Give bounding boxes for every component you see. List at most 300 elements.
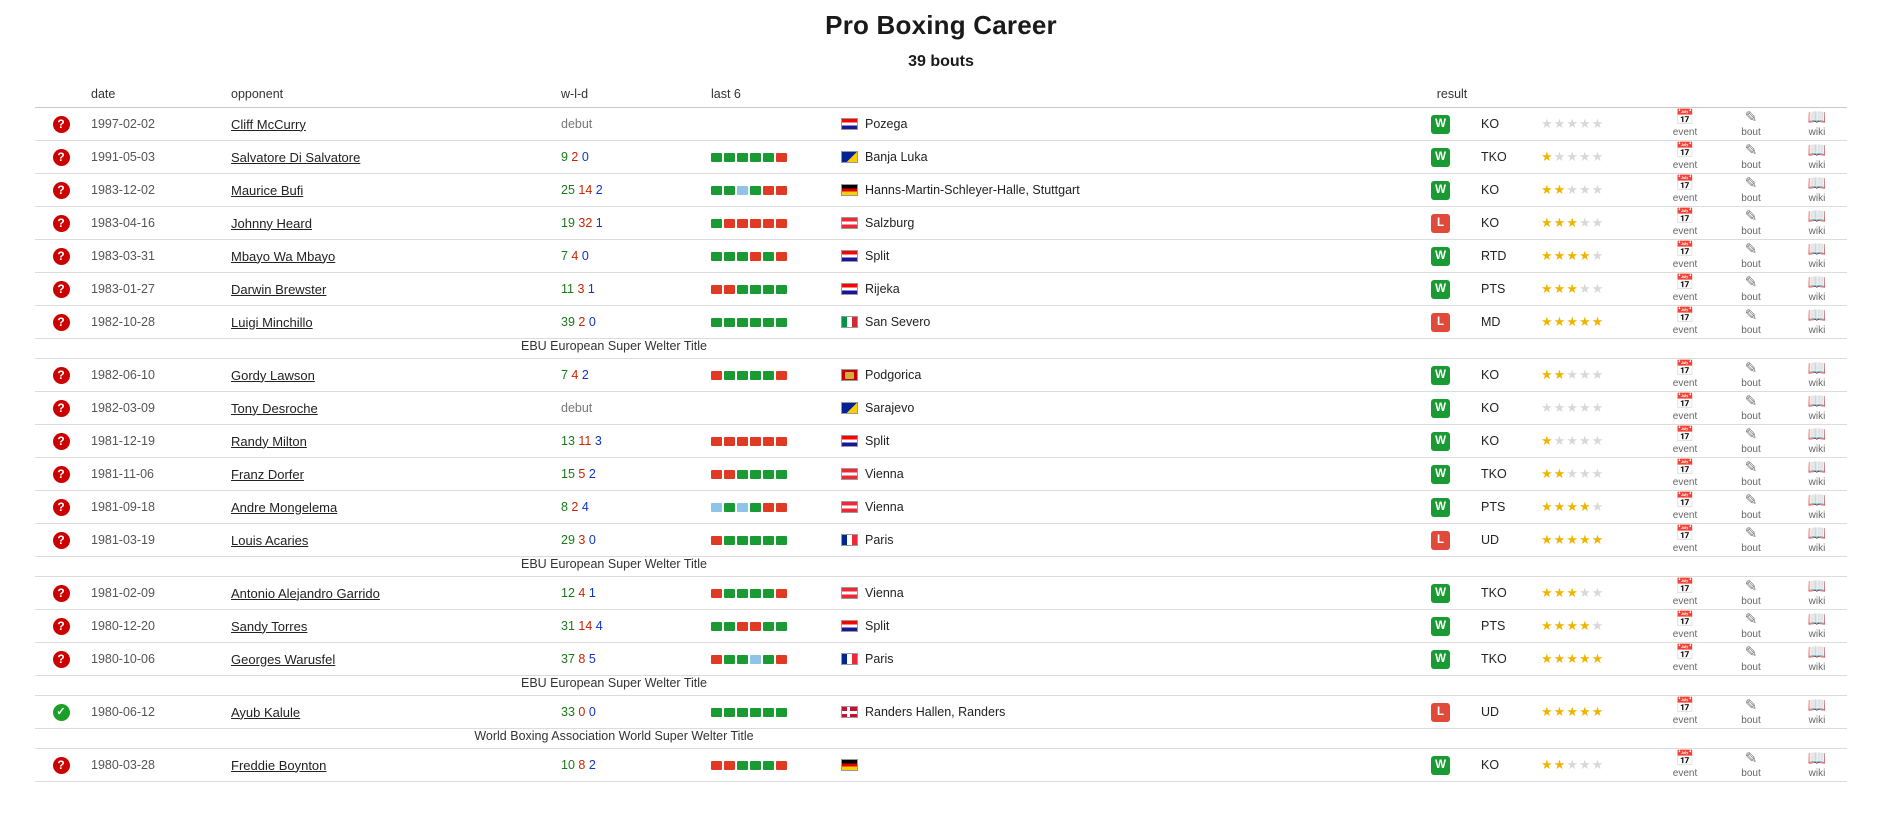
star-icon[interactable]: ★ bbox=[1553, 757, 1567, 772]
venue-label: Randers Hallen, Randers bbox=[865, 705, 1006, 719]
star-icon[interactable]: ★ bbox=[1541, 585, 1554, 600]
unknown-status-icon[interactable]: ? bbox=[53, 149, 70, 166]
bout-pencil-icon: ✎ bbox=[1744, 578, 1758, 595]
event-link[interactable] bbox=[1663, 526, 1707, 554]
event-calendar-icon: 📅 bbox=[1675, 175, 1695, 192]
col-status bbox=[35, 85, 87, 108]
status-cell bbox=[35, 610, 87, 643]
star-icon[interactable]: ★ bbox=[1553, 215, 1567, 230]
record-d: 5 bbox=[585, 652, 596, 666]
star-icon[interactable]: ★ bbox=[1578, 651, 1592, 666]
unknown-status-icon[interactable]: ? bbox=[53, 585, 70, 602]
status-cell bbox=[35, 359, 87, 392]
last6-segment-L bbox=[724, 470, 735, 479]
last6-segment-D bbox=[711, 503, 722, 512]
star-icon[interactable]: ★ bbox=[1591, 618, 1605, 633]
wiki-link[interactable] bbox=[1795, 526, 1839, 554]
star-icon[interactable]: ★ bbox=[1591, 149, 1605, 164]
col-opponent: opponent bbox=[227, 85, 557, 108]
star-icon[interactable]: ★ bbox=[1566, 248, 1579, 263]
bout-link[interactable] bbox=[1729, 612, 1773, 640]
event-link-label: event bbox=[1672, 127, 1698, 138]
wiki-link[interactable] bbox=[1795, 143, 1839, 171]
star-icon[interactable]: ★ bbox=[1541, 532, 1554, 547]
status-badge: L bbox=[1431, 214, 1450, 233]
star-icon[interactable]: ★ bbox=[1541, 248, 1554, 263]
star-icon[interactable]: ★ bbox=[1578, 585, 1592, 600]
rating-stars[interactable] bbox=[1541, 281, 1604, 296]
event-link-label: event bbox=[1672, 444, 1698, 455]
star-icon[interactable]: ★ bbox=[1553, 585, 1567, 600]
record-cell bbox=[557, 524, 707, 557]
bout-link[interactable] bbox=[1729, 526, 1773, 554]
opponent-link[interactable]: Mbayo Wa Mbayo bbox=[231, 248, 336, 264]
star-icon[interactable]: ★ bbox=[1541, 499, 1554, 514]
bout-pencil-icon: ✎ bbox=[1744, 274, 1758, 291]
bout-link[interactable] bbox=[1729, 143, 1773, 171]
star-icon[interactable]: ★ bbox=[1553, 281, 1567, 296]
wiki-link[interactable] bbox=[1795, 242, 1839, 270]
star-icon[interactable]: ★ bbox=[1578, 367, 1592, 382]
star-icon[interactable]: ★ bbox=[1541, 215, 1554, 230]
opponent-link[interactable]: Louis Acaries bbox=[231, 532, 309, 548]
star-icon[interactable]: ★ bbox=[1591, 182, 1605, 197]
wiki-link[interactable] bbox=[1795, 209, 1839, 237]
star-icon[interactable]: ★ bbox=[1591, 466, 1605, 481]
title-fight-row bbox=[35, 676, 1847, 696]
event-link[interactable] bbox=[1663, 751, 1707, 779]
star-icon[interactable]: ★ bbox=[1541, 314, 1554, 329]
table-row[interactable] bbox=[35, 577, 1847, 610]
star-icon[interactable]: ★ bbox=[1566, 433, 1579, 448]
event-link[interactable] bbox=[1663, 698, 1707, 726]
rating-stars[interactable] bbox=[1541, 466, 1604, 481]
bout-link[interactable] bbox=[1729, 427, 1773, 455]
record-w: 7 bbox=[561, 249, 568, 263]
star-icon[interactable]: ★ bbox=[1553, 367, 1567, 382]
status-badge: W bbox=[1431, 366, 1450, 385]
star-icon[interactable]: ★ bbox=[1566, 281, 1579, 296]
opponent-link[interactable]: Salvatore Di Salvatore bbox=[231, 149, 361, 165]
rating-stars[interactable] bbox=[1541, 499, 1604, 514]
unknown-status-icon[interactable]: ? bbox=[53, 757, 70, 774]
event-calendar-icon: 📅 bbox=[1675, 307, 1695, 324]
event-link[interactable] bbox=[1663, 493, 1707, 521]
star-icon[interactable]: ★ bbox=[1591, 532, 1605, 547]
star-icon[interactable]: ★ bbox=[1541, 281, 1554, 296]
star-icon[interactable]: ★ bbox=[1566, 400, 1579, 415]
star-icon[interactable]: ★ bbox=[1566, 314, 1579, 329]
method-label: UD bbox=[1481, 533, 1500, 547]
star-icon[interactable]: ★ bbox=[1566, 215, 1579, 230]
unknown-status-icon[interactable]: ? bbox=[53, 281, 70, 298]
opponent-link[interactable]: Andre Mongelema bbox=[231, 499, 338, 515]
bout-link[interactable] bbox=[1729, 645, 1773, 673]
bout-link[interactable] bbox=[1729, 242, 1773, 270]
star-icon[interactable]: ★ bbox=[1578, 149, 1592, 164]
rating-stars[interactable] bbox=[1541, 704, 1604, 719]
star-icon[interactable]: ★ bbox=[1591, 248, 1605, 263]
star-icon[interactable]: ★ bbox=[1553, 499, 1567, 514]
rating-stars[interactable] bbox=[1541, 532, 1604, 547]
bout-link[interactable] bbox=[1729, 176, 1773, 204]
star-icon[interactable]: ★ bbox=[1553, 116, 1567, 131]
wiki-link[interactable] bbox=[1795, 176, 1839, 204]
rating-stars[interactable] bbox=[1541, 433, 1604, 448]
wiki-link[interactable] bbox=[1795, 110, 1839, 138]
event-link[interactable] bbox=[1663, 460, 1707, 488]
bout-date: 1982-03-09 bbox=[87, 392, 227, 425]
last6-segment-W bbox=[763, 153, 774, 162]
table-row[interactable] bbox=[35, 141, 1847, 174]
bout-pencil-icon: ✎ bbox=[1744, 459, 1758, 476]
star-icon[interactable]: ★ bbox=[1553, 314, 1567, 329]
unknown-status-icon[interactable]: ? bbox=[53, 499, 70, 516]
table-row[interactable] bbox=[35, 392, 1847, 425]
last6-segment-W bbox=[776, 318, 787, 327]
wiki-link-label: wiki bbox=[1808, 378, 1826, 389]
last6-segment-D bbox=[737, 503, 748, 512]
record-d: 0 bbox=[585, 533, 596, 547]
table-row[interactable] bbox=[35, 306, 1847, 339]
star-icon[interactable]: ★ bbox=[1578, 433, 1592, 448]
star-icon[interactable]: ★ bbox=[1541, 651, 1554, 666]
rating-stars[interactable] bbox=[1541, 618, 1604, 633]
flag-icon-it bbox=[841, 316, 858, 328]
star-icon[interactable]: ★ bbox=[1591, 499, 1605, 514]
verified-icon[interactable]: ✓ bbox=[53, 704, 70, 721]
bout-link[interactable] bbox=[1729, 698, 1773, 726]
unknown-status-icon[interactable]: ? bbox=[53, 215, 70, 232]
last6-segment-W bbox=[737, 470, 748, 479]
star-icon[interactable]: ★ bbox=[1578, 182, 1592, 197]
unknown-status-icon[interactable]: ? bbox=[53, 182, 70, 199]
opponent-cell bbox=[227, 306, 557, 339]
unknown-status-icon[interactable]: ? bbox=[53, 367, 70, 384]
col-venue bbox=[837, 85, 1427, 108]
wiki-link-label: wiki bbox=[1808, 768, 1826, 779]
venue-label: Vienna bbox=[865, 500, 904, 514]
table-row[interactable] bbox=[35, 643, 1847, 676]
wiki-link[interactable] bbox=[1795, 645, 1839, 673]
table-row[interactable] bbox=[35, 610, 1847, 643]
star-icon[interactable]: ★ bbox=[1566, 618, 1579, 633]
opponent-link[interactable]: Darwin Brewster bbox=[231, 281, 327, 297]
last6-segment-L bbox=[711, 371, 722, 380]
event-link[interactable] bbox=[1663, 242, 1707, 270]
rating-stars[interactable] bbox=[1541, 182, 1604, 197]
star-icon[interactable]: ★ bbox=[1578, 248, 1592, 263]
star-icon[interactable]: ★ bbox=[1591, 651, 1605, 666]
rating-stars[interactable] bbox=[1541, 314, 1604, 329]
star-icon[interactable]: ★ bbox=[1566, 499, 1579, 514]
event-link[interactable] bbox=[1663, 427, 1707, 455]
unknown-status-icon[interactable]: ? bbox=[53, 466, 70, 483]
table-row[interactable] bbox=[35, 425, 1847, 458]
star-icon[interactable]: ★ bbox=[1553, 618, 1567, 633]
star-icon[interactable]: ★ bbox=[1566, 651, 1579, 666]
last6-cell bbox=[707, 577, 837, 610]
unknown-status-icon[interactable]: ? bbox=[53, 400, 70, 417]
wiki-link[interactable] bbox=[1795, 361, 1839, 389]
flag-icon-hr bbox=[841, 620, 858, 632]
wiki-link-label: wiki bbox=[1808, 325, 1826, 336]
event-link[interactable] bbox=[1663, 176, 1707, 204]
star-icon[interactable]: ★ bbox=[1553, 149, 1567, 164]
row-links bbox=[1651, 394, 1843, 422]
rating-stars[interactable] bbox=[1541, 215, 1604, 230]
record-l: 11 bbox=[574, 434, 592, 448]
last6-bar bbox=[711, 622, 833, 631]
unknown-status-icon[interactable]: ? bbox=[53, 651, 70, 668]
star-icon[interactable]: ★ bbox=[1578, 215, 1592, 230]
record-w: 29 bbox=[561, 533, 575, 547]
unknown-status-icon[interactable]: ? bbox=[53, 618, 70, 635]
last6-segment-W bbox=[750, 186, 761, 195]
rating-cell bbox=[1537, 240, 1647, 273]
rating-stars[interactable] bbox=[1541, 585, 1604, 600]
rating-stars[interactable] bbox=[1541, 367, 1604, 382]
star-icon[interactable]: ★ bbox=[1541, 367, 1554, 382]
star-icon[interactable]: ★ bbox=[1578, 466, 1592, 481]
table-row[interactable] bbox=[35, 359, 1847, 392]
star-icon[interactable]: ★ bbox=[1566, 532, 1579, 547]
links-cell bbox=[1647, 643, 1847, 676]
event-link[interactable] bbox=[1663, 275, 1707, 303]
wiki-link[interactable] bbox=[1795, 493, 1839, 521]
venue-cell bbox=[837, 240, 1427, 273]
opponent-link[interactable]: Cliff McCurry bbox=[231, 116, 306, 132]
venue-label: Paris bbox=[865, 652, 894, 666]
bout-date: 1983-03-31 bbox=[87, 240, 227, 273]
opponent-link[interactable]: Antonio Alejandro Garrido bbox=[231, 585, 380, 601]
status-badge: W bbox=[1431, 498, 1450, 517]
bout-link[interactable] bbox=[1729, 361, 1773, 389]
event-link[interactable] bbox=[1663, 143, 1707, 171]
links-cell bbox=[1647, 458, 1847, 491]
star-icon[interactable]: ★ bbox=[1578, 314, 1592, 329]
bout-link[interactable] bbox=[1729, 275, 1773, 303]
event-calendar-icon: 📅 bbox=[1675, 360, 1695, 377]
table-row[interactable] bbox=[35, 240, 1847, 273]
bout-link[interactable] bbox=[1729, 493, 1773, 521]
opponent-link[interactable]: Tony Desroche bbox=[231, 400, 318, 416]
method-label: KO bbox=[1477, 174, 1537, 207]
bout-link[interactable] bbox=[1729, 579, 1773, 607]
star-icon[interactable]: ★ bbox=[1591, 281, 1605, 296]
unknown-status-icon[interactable]: ? bbox=[53, 433, 70, 450]
record-l: 2 bbox=[567, 500, 579, 514]
venue-label: Vienna bbox=[865, 467, 904, 481]
star-icon[interactable]: ★ bbox=[1578, 116, 1592, 131]
event-link[interactable] bbox=[1663, 579, 1707, 607]
unknown-status-icon[interactable]: ? bbox=[53, 314, 70, 331]
star-icon[interactable]: ★ bbox=[1566, 182, 1579, 197]
bout-link[interactable] bbox=[1729, 460, 1773, 488]
star-icon[interactable]: ★ bbox=[1566, 585, 1579, 600]
wiki-link[interactable] bbox=[1795, 394, 1839, 422]
record-cell bbox=[557, 108, 707, 141]
last6-cell bbox=[707, 696, 837, 729]
table-row[interactable] bbox=[35, 273, 1847, 306]
opponent-link[interactable]: Johnny Heard bbox=[231, 215, 312, 231]
star-icon[interactable]: ★ bbox=[1553, 704, 1567, 719]
status-cell bbox=[35, 696, 87, 729]
opponent-link[interactable]: Sandy Torres bbox=[231, 618, 308, 634]
star-icon[interactable]: ★ bbox=[1566, 704, 1579, 719]
star-icon[interactable]: ★ bbox=[1553, 651, 1567, 666]
star-icon[interactable]: ★ bbox=[1578, 757, 1592, 772]
star-icon[interactable]: ★ bbox=[1541, 704, 1554, 719]
star-icon[interactable]: ★ bbox=[1578, 618, 1592, 633]
wiki-book-icon: 📖 bbox=[1807, 109, 1827, 126]
bout-link[interactable] bbox=[1729, 751, 1773, 779]
last6-cell bbox=[707, 749, 837, 782]
star-icon[interactable]: ★ bbox=[1541, 618, 1554, 633]
star-icon[interactable]: ★ bbox=[1578, 704, 1592, 719]
star-icon[interactable]: ★ bbox=[1566, 116, 1579, 131]
bout-pencil-icon: ✎ bbox=[1744, 142, 1758, 159]
opponent-link[interactable]: Luigi Minchillo bbox=[231, 314, 313, 330]
event-link[interactable] bbox=[1663, 394, 1707, 422]
unknown-status-icon[interactable]: ? bbox=[53, 248, 70, 265]
links-cell bbox=[1647, 108, 1847, 141]
last6-segment-W bbox=[776, 536, 787, 545]
star-icon[interactable]: ★ bbox=[1578, 499, 1592, 514]
event-link[interactable] bbox=[1663, 612, 1707, 640]
bout-date: 1980-12-20 bbox=[87, 610, 227, 643]
last6-segment-L bbox=[724, 761, 735, 770]
star-icon[interactable]: ★ bbox=[1566, 149, 1579, 164]
star-icon[interactable]: ★ bbox=[1541, 116, 1554, 131]
star-icon[interactable]: ★ bbox=[1566, 466, 1579, 481]
event-link[interactable] bbox=[1663, 110, 1707, 138]
star-icon[interactable]: ★ bbox=[1591, 116, 1605, 131]
rating-stars[interactable] bbox=[1541, 248, 1604, 263]
last6-bar bbox=[711, 503, 833, 512]
bout-link[interactable] bbox=[1729, 394, 1773, 422]
rating-stars[interactable] bbox=[1541, 400, 1604, 415]
table-row[interactable] bbox=[35, 696, 1847, 729]
links-cell bbox=[1647, 577, 1847, 610]
wiki-link[interactable] bbox=[1795, 427, 1839, 455]
bout-link-label: bout bbox=[1741, 768, 1761, 779]
debut-label: debut bbox=[561, 401, 593, 415]
event-link-label: event bbox=[1672, 596, 1698, 607]
star-icon[interactable]: ★ bbox=[1541, 466, 1554, 481]
star-icon[interactable]: ★ bbox=[1578, 400, 1592, 415]
opponent-link[interactable]: Randy Milton bbox=[231, 433, 307, 449]
star-icon[interactable]: ★ bbox=[1553, 248, 1567, 263]
star-icon[interactable]: ★ bbox=[1553, 532, 1567, 547]
star-icon[interactable]: ★ bbox=[1591, 314, 1605, 329]
star-icon[interactable]: ★ bbox=[1553, 182, 1567, 197]
unknown-status-icon[interactable]: ? bbox=[53, 116, 70, 133]
star-icon[interactable]: ★ bbox=[1553, 466, 1567, 481]
star-icon[interactable]: ★ bbox=[1591, 585, 1605, 600]
wiki-link[interactable] bbox=[1795, 579, 1839, 607]
table-row[interactable] bbox=[35, 207, 1847, 240]
star-icon[interactable]: ★ bbox=[1553, 433, 1567, 448]
rating-stars[interactable] bbox=[1541, 149, 1604, 164]
event-link[interactable] bbox=[1663, 645, 1707, 673]
opponent-link[interactable]: Freddie Boynton bbox=[231, 757, 327, 773]
rating-cell bbox=[1537, 458, 1647, 491]
star-icon[interactable]: ★ bbox=[1541, 400, 1554, 415]
star-icon[interactable]: ★ bbox=[1566, 367, 1579, 382]
star-icon[interactable]: ★ bbox=[1553, 400, 1567, 415]
star-icon[interactable]: ★ bbox=[1578, 532, 1592, 547]
row-links bbox=[1651, 427, 1843, 455]
table-row[interactable] bbox=[35, 174, 1847, 207]
event-link[interactable] bbox=[1663, 209, 1707, 237]
table-row[interactable] bbox=[35, 524, 1847, 557]
star-icon[interactable]: ★ bbox=[1591, 704, 1605, 719]
row-links bbox=[1651, 176, 1843, 204]
table-row[interactable] bbox=[35, 108, 1847, 141]
table-row[interactable] bbox=[35, 491, 1847, 524]
opponent-link[interactable]: Ayub Kalule bbox=[231, 704, 301, 720]
wiki-link[interactable] bbox=[1795, 698, 1839, 726]
star-icon[interactable]: ★ bbox=[1541, 182, 1554, 197]
unknown-status-icon[interactable]: ? bbox=[53, 532, 70, 549]
opponent-link[interactable]: Georges Warusfel bbox=[231, 651, 336, 667]
rating-stars[interactable] bbox=[1541, 757, 1604, 772]
wiki-link[interactable] bbox=[1795, 308, 1839, 336]
opponent-link[interactable]: Maurice Bufi bbox=[231, 182, 304, 198]
star-icon[interactable]: ★ bbox=[1591, 367, 1605, 382]
result-cell bbox=[1427, 359, 1477, 392]
star-icon[interactable]: ★ bbox=[1541, 433, 1554, 448]
opponent-link[interactable]: Franz Dorfer bbox=[231, 466, 304, 482]
star-icon[interactable]: ★ bbox=[1578, 281, 1592, 296]
last6-segment-W bbox=[737, 285, 748, 294]
wiki-link[interactable] bbox=[1795, 751, 1839, 779]
table-row[interactable] bbox=[35, 749, 1847, 782]
wiki-link[interactable] bbox=[1795, 275, 1839, 303]
last6-segment-L bbox=[776, 761, 787, 770]
event-link[interactable] bbox=[1663, 308, 1707, 336]
wiki-link[interactable] bbox=[1795, 612, 1839, 640]
event-link[interactable] bbox=[1663, 361, 1707, 389]
status-cell bbox=[35, 491, 87, 524]
bout-link[interactable] bbox=[1729, 308, 1773, 336]
rating-stars[interactable] bbox=[1541, 651, 1604, 666]
flag-icon-hr bbox=[841, 435, 858, 447]
opponent-cell bbox=[227, 392, 557, 425]
event-calendar-icon: 📅 bbox=[1675, 393, 1695, 410]
star-icon[interactable]: ★ bbox=[1566, 757, 1579, 772]
star-icon[interactable]: ★ bbox=[1541, 149, 1554, 164]
bout-pencil-icon: ✎ bbox=[1744, 307, 1758, 324]
star-icon[interactable]: ★ bbox=[1591, 757, 1605, 772]
bout-link[interactable] bbox=[1729, 209, 1773, 237]
star-icon[interactable]: ★ bbox=[1541, 757, 1554, 772]
wiki-link[interactable] bbox=[1795, 460, 1839, 488]
row-links bbox=[1651, 460, 1843, 488]
rating-stars[interactable] bbox=[1541, 116, 1604, 131]
last6-cell bbox=[707, 425, 837, 458]
venue-cell bbox=[837, 273, 1427, 306]
record-w: 12 bbox=[561, 586, 575, 600]
table-row[interactable] bbox=[35, 458, 1847, 491]
event-calendar-icon: 📅 bbox=[1675, 241, 1695, 258]
star-icon[interactable]: ★ bbox=[1591, 400, 1605, 415]
star-icon[interactable]: ★ bbox=[1591, 433, 1605, 448]
opponent-link[interactable]: Gordy Lawson bbox=[231, 367, 315, 383]
bout-link[interactable] bbox=[1729, 110, 1773, 138]
star-icon[interactable]: ★ bbox=[1591, 215, 1605, 230]
